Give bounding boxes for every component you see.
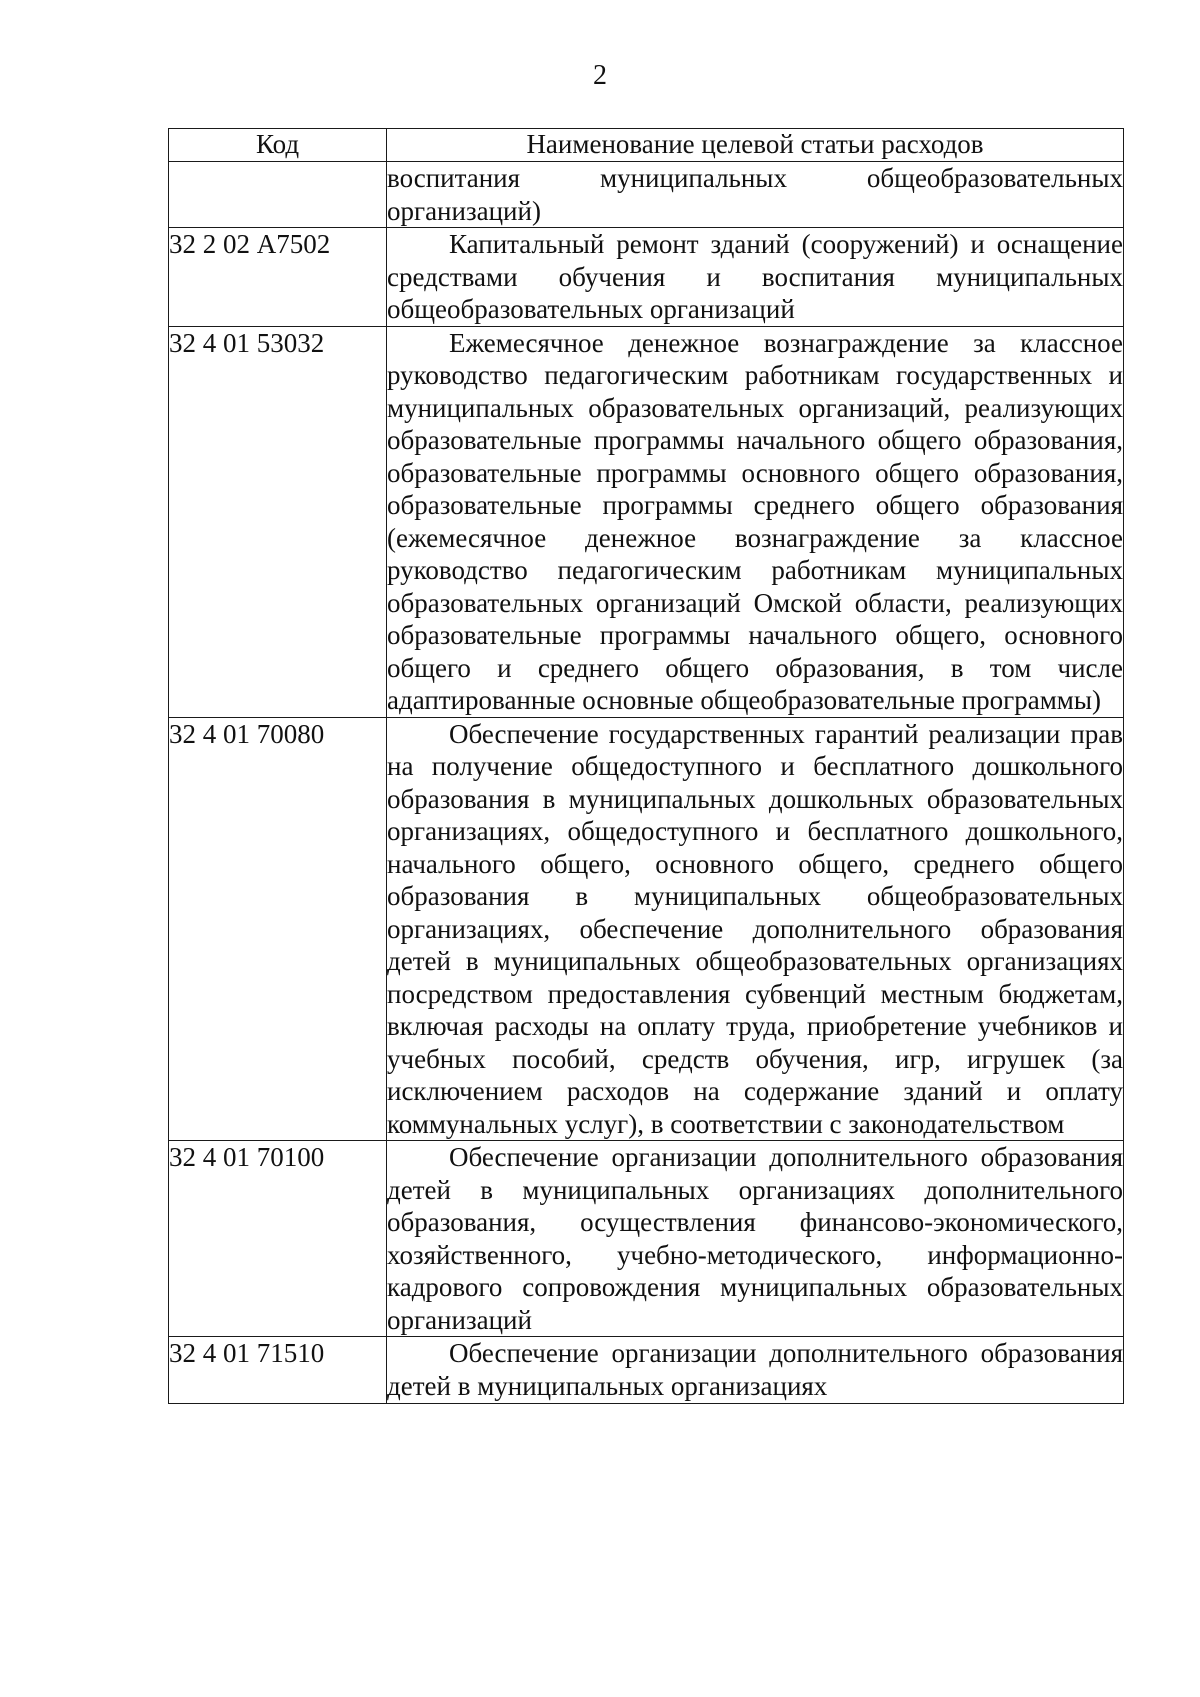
table-row: [169, 228, 1124, 327]
row-name: воспитания муниципальных общеобразовательных организаций): [387, 163, 1123, 226]
row-name: Обеспечение государственных гарантий реализации прав на получение общедоступного и бесплатного дошкольного образования в муниципальных дошкольных образовательных организациях, общедоступного и бесплатного дошкольного, начального общего, основного общего, среднего общего образования в муниципальных общеобразовательных организациях, обеспечение дополнительного образования детей в муниципальных общеобразовательных организациях посредством предоставления субвенций местным бюджетам, включая расходы на оплату труда, приобретение учебников и учебных пособий, средств обучения, игр, игрушек (за исключением расходов на содержание зданий и оплату коммунальных услуг), в соответствии с законодательством: [387, 718, 1123, 1139]
row-code: [169, 162, 387, 228]
header-name: Наименование целевой статьи расходов: [387, 129, 1124, 162]
page-number: 2: [593, 60, 607, 91]
row-code: 32 4 01 70080: [169, 717, 387, 1141]
row-name: Ежемесячное денежное вознаграждение за классное руководство педагогическим работникам государственных и муниципальных образовательных организаций, реализующих образовательные программы начального общего образования, образовательные программы основного общего образования, образовательные программы среднего общего образования (ежемесячное денежное вознаграждение за классное руководство педагогическим работникам муниципальных образовательных организаций Омской области, реализующих образовательные программы начального общего, основного общего и среднего общего образования, в том числе адаптированные основные общеобразовательные программы): [387, 327, 1123, 715]
row-name: Обеспечение организации дополнительного образования детей в муниципальных организациях дополнительного образования, осуществления финансово-экономического, хозяйственного, учебно-методического, информационно-кадрового сопровождения муниципальных образовательных организаций: [387, 1142, 1123, 1335]
row-code: 32 4 01 53032: [169, 326, 387, 717]
table-row: [169, 162, 1124, 228]
header-code: Код: [169, 129, 387, 162]
expense-items-table: [168, 128, 1124, 1404]
row-code: 32 4 01 70100: [169, 1141, 387, 1337]
row-code: 32 2 02 А7502: [169, 228, 387, 327]
table-header-row: [169, 129, 1124, 162]
table-row: [169, 326, 1124, 717]
row-code: 32 4 01 71510: [169, 1337, 387, 1404]
table-row: [169, 1141, 1124, 1337]
row-name: Обеспечение организации дополнительного образования детей в муниципальных организациях: [387, 1337, 1124, 1404]
table-row: [169, 1337, 1124, 1404]
table-row: [169, 717, 1124, 1141]
row-name: Капитальный ремонт зданий (сооружений) и оснащение средствами обучения и воспитания муниципальных общеобразовательных организаций: [387, 229, 1123, 324]
